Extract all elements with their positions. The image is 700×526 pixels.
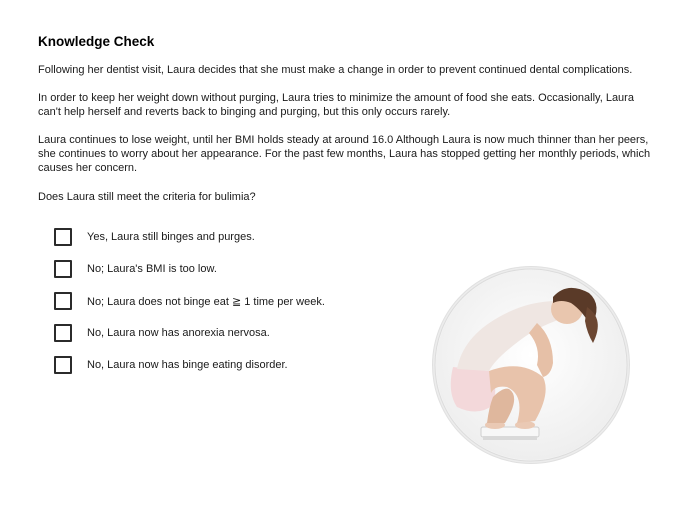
checkbox[interactable]: [54, 228, 72, 246]
option-binge-eating-disorder[interactable]: [54, 354, 325, 376]
illustration-photo: [433, 267, 629, 463]
option-label: No, Laura now has anorexia nervosa.: [87, 327, 270, 339]
checkbox[interactable]: [54, 324, 72, 342]
paragraph-2: In order to keep her weight down without purging, Laura tries to minimize the amount of food she eats. Occasionally, Laura can't help herself and reverts back to binging and purging, but this only occurs rarely.: [38, 92, 634, 118]
option-bmi-too-low[interactable]: [54, 258, 325, 280]
option-label: No; Laura's BMI is too low.: [87, 263, 217, 275]
paragraph-1: Following her dentist visit, Laura decides that she must make a change in order to prevent continued dental complications.: [38, 64, 633, 76]
page-title: Knowledge Check: [38, 34, 155, 49]
option-anorexia-nervosa[interactable]: [54, 322, 325, 344]
checkbox[interactable]: [54, 292, 72, 310]
option-yes-binges-purges[interactable]: [54, 226, 325, 248]
checkbox[interactable]: [54, 260, 72, 278]
option-label: Yes, Laura still binges and purges.: [87, 231, 255, 243]
paragraph-3: Laura continues to lose weight, until her BMI holds steady at around 16.0 Although Laura is now much thinner than her peers, she continues to worry about her appearance. For the past few months, Laura has stopped getting her monthly periods, which causes her concern.: [38, 134, 651, 174]
option-label: No; Laura does not binge eat ≧ 1 time per week.: [87, 295, 325, 308]
answer-options: [54, 226, 325, 386]
option-no-binge-weekly[interactable]: [54, 290, 325, 312]
option-label: No, Laura now has binge eating disorder.: [87, 359, 288, 371]
checkbox[interactable]: [54, 356, 72, 374]
question-text: Does Laura still meet the criteria for bulimia?: [38, 191, 256, 203]
woman-on-scale-image: [433, 267, 629, 463]
